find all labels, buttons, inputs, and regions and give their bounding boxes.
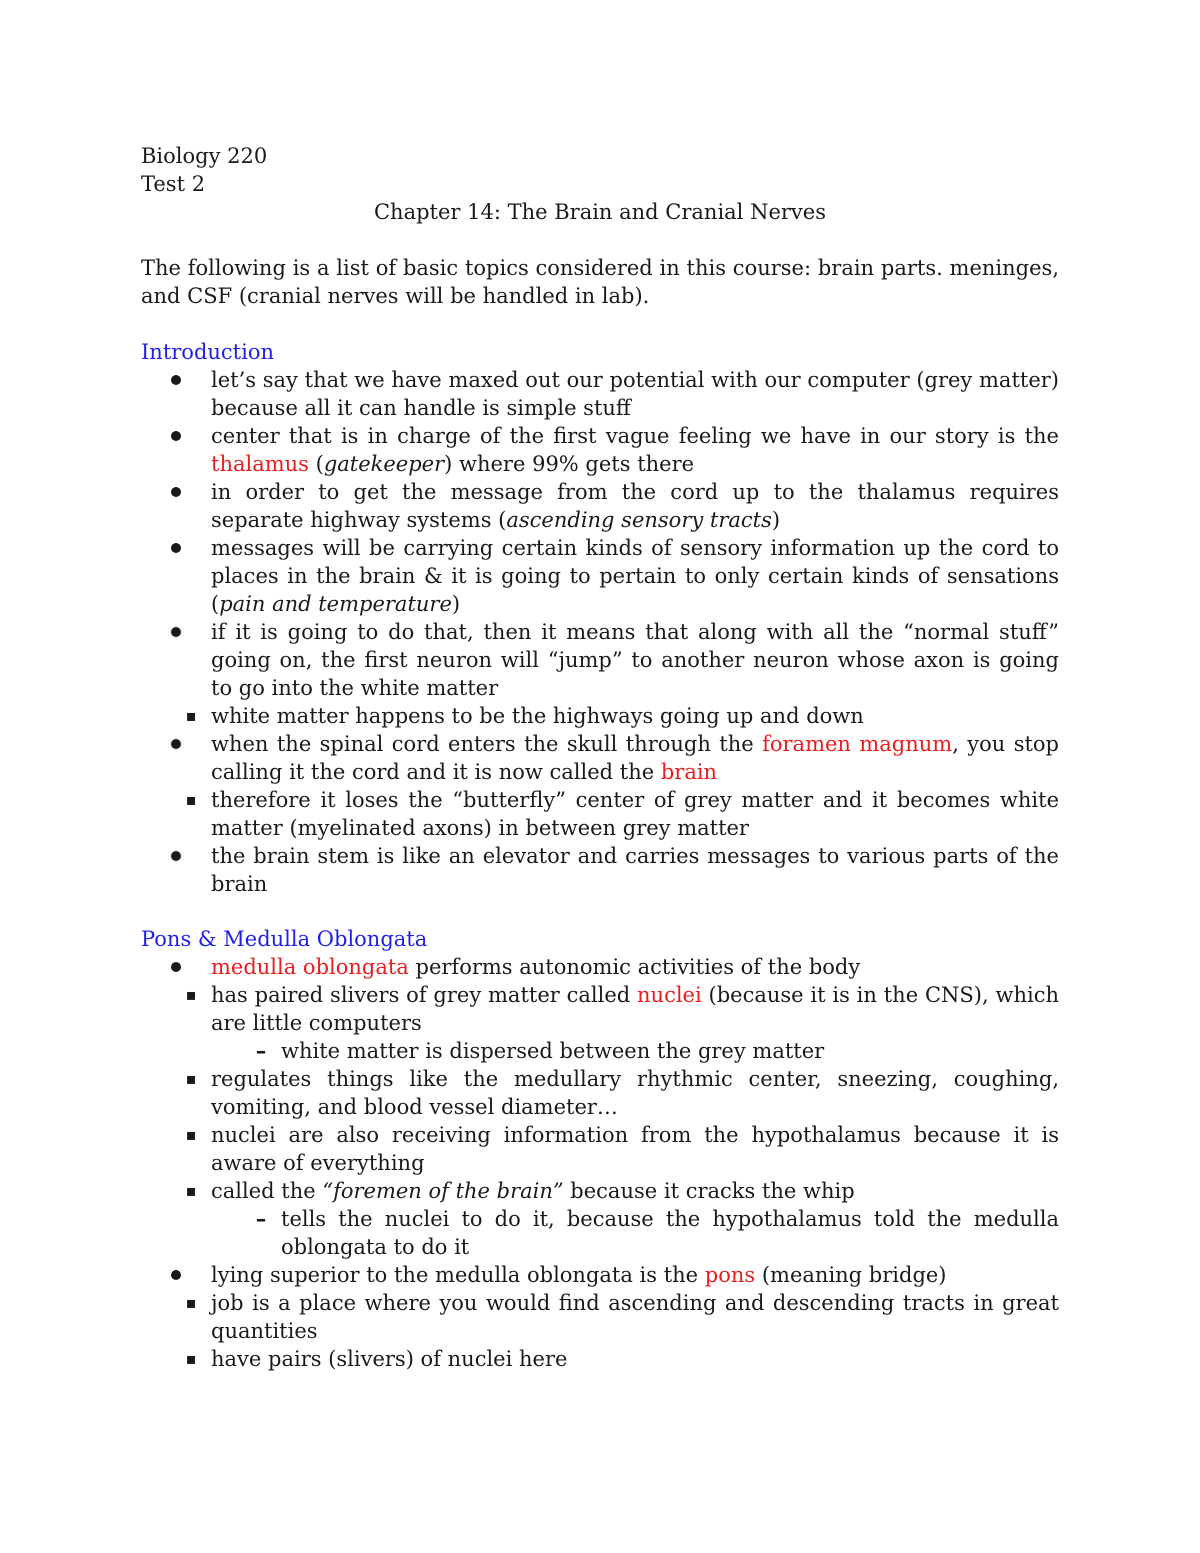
item-text: because it cracks the whip <box>563 1179 855 1203</box>
list-item <box>141 366 1059 422</box>
bullet-dot-icon <box>166 478 186 506</box>
item-text: called the <box>211 1179 323 1203</box>
item-text: in order to get the message from the cord up to the thalamus requires separate highway systems ( <box>211 480 1059 532</box>
section-title-introduction: Introduction <box>141 340 274 364</box>
pons-medulla-list <box>141 953 1059 1373</box>
item-text: (because it is in the CNS), which are little computers <box>211 983 1059 1035</box>
item-text: therefore it loses the “butterfly” center of grey matter and it becomes white matter (myelinated axons) in between grey matter <box>211 788 1059 840</box>
test-label: Test 2 <box>141 172 206 196</box>
term-italic: ascending sensory tracts <box>506 508 772 532</box>
bullet-dot-icon <box>166 730 186 758</box>
intro-paragraph: The following is a list of basic topics considered in this course: brain parts. meninges, and CSF (cranial nerves will be handled in lab). <box>141 256 1059 308</box>
list-item <box>141 618 1059 702</box>
item-text: ( <box>308 452 324 476</box>
sub-list-item <box>141 1289 1059 1345</box>
sub-list-item <box>141 1345 1059 1373</box>
sub-list-item <box>141 981 1059 1037</box>
item-text: has paired slivers of grey matter called <box>211 983 638 1007</box>
term-highlight: foramen magnum <box>762 732 953 756</box>
item-text: white matter is dispersed between the grey matter <box>281 1039 825 1063</box>
item-text: ) where 99% gets there <box>444 452 695 476</box>
bullet-dot-icon <box>166 618 186 646</box>
term-highlight: thalamus <box>211 452 309 476</box>
list-item <box>141 422 1059 478</box>
bullet-square-icon: ▪ <box>185 1349 197 1368</box>
term-highlight: pons <box>704 1263 756 1287</box>
list-item <box>141 842 1059 898</box>
bullet-dot-icon <box>166 534 186 562</box>
term-italic: gatekeeper <box>323 452 445 476</box>
bullet-square-icon: ▪ <box>185 1069 197 1088</box>
introduction-list <box>141 366 1059 898</box>
list-item <box>141 953 1059 981</box>
item-text: regulates things like the medullary rhythmic center, sneezing, coughing, vomiting, and blood vessel diameter… <box>211 1067 1059 1119</box>
item-text: performs autonomic activities of the body <box>408 955 861 979</box>
bullet-dot-icon <box>166 953 186 981</box>
term-highlight: brain <box>660 760 718 784</box>
item-text: ) <box>451 592 461 616</box>
term-italic: “foremen of the brain” <box>322 1179 564 1203</box>
sub-sub-list-item <box>141 1205 1059 1261</box>
chapter-title: Chapter 14: The Brain and Cranial Nerves <box>373 200 826 224</box>
sub-list-item <box>141 786 1059 842</box>
bullet-square-icon: ▪ <box>185 790 197 809</box>
item-text: have pairs (slivers) of nuclei here <box>211 1347 568 1371</box>
bullet-dash-icon: – <box>255 1206 267 1231</box>
sub-list-item <box>141 1177 1059 1205</box>
item-text: tells the nuclei to do it, because the hypothalamus told the medulla oblongata to do it <box>281 1207 1059 1259</box>
item-text: center that is in charge of the first vague feeling we have in our story is the <box>211 424 1059 448</box>
item-text: messages will be carrying certain kinds of sensory information up the cord to places in the brain & it is going to pertain to only certain kinds of sensations ( <box>211 536 1059 616</box>
term-italic: pain and temperature <box>219 592 452 616</box>
bullet-square-icon: ▪ <box>185 985 197 1004</box>
list-item <box>141 1261 1059 1289</box>
sub-list-item <box>141 702 1059 730</box>
item-text: (meaning bridge) <box>755 1263 947 1287</box>
bullet-square-icon: ▪ <box>185 1293 197 1312</box>
bullet-square-icon: ▪ <box>185 706 197 725</box>
term-highlight: nuclei <box>637 983 702 1007</box>
bullet-dash-icon: – <box>255 1038 267 1063</box>
sub-list-item <box>141 1121 1059 1177</box>
bullet-dot-icon <box>166 842 186 870</box>
item-text: white matter happens to be the highways going up and down <box>211 704 864 728</box>
course-title: Biology 220 <box>141 144 268 168</box>
list-item <box>141 478 1059 534</box>
item-text: lying superior to the medulla oblongata is the <box>211 1263 705 1287</box>
item-text: ) <box>771 508 781 532</box>
bullet-dot-icon <box>166 366 186 394</box>
item-text: job is a place where you would find ascending and descending tracts in great quantities <box>211 1291 1059 1343</box>
bullet-dot-icon <box>166 1261 186 1289</box>
item-text: , you stop calling it the cord and it is now called the <box>211 732 1060 784</box>
bullet-square-icon: ▪ <box>185 1125 197 1144</box>
item-text: if it is going to do that, then it means that along with all the “normal stuff” going on, the first neuron will “jump” to another neuron whose axon is going to go into the white matter <box>211 620 1059 700</box>
item-text: nuclei are also receiving information from the hypothalamus because it is aware of everything <box>211 1123 1059 1175</box>
item-text: when the spinal cord enters the skull through the <box>211 732 763 756</box>
list-item <box>141 534 1059 618</box>
section-title-pons-medulla: Pons & Medulla Oblongata <box>141 927 428 951</box>
term-highlight: medulla oblongata <box>211 955 409 979</box>
sub-list-item <box>141 1065 1059 1121</box>
bullet-dot-icon <box>166 422 186 450</box>
item-text: the brain stem is like an elevator and carries messages to various parts of the brain <box>211 844 1059 896</box>
sub-sub-list-item <box>141 1037 1059 1065</box>
list-item <box>141 730 1059 786</box>
bullet-square-icon: ▪ <box>185 1181 197 1200</box>
item-text: let’s say that we have maxed out our potential with our computer (grey matter) because all it can handle is simple stuff <box>211 368 1059 420</box>
